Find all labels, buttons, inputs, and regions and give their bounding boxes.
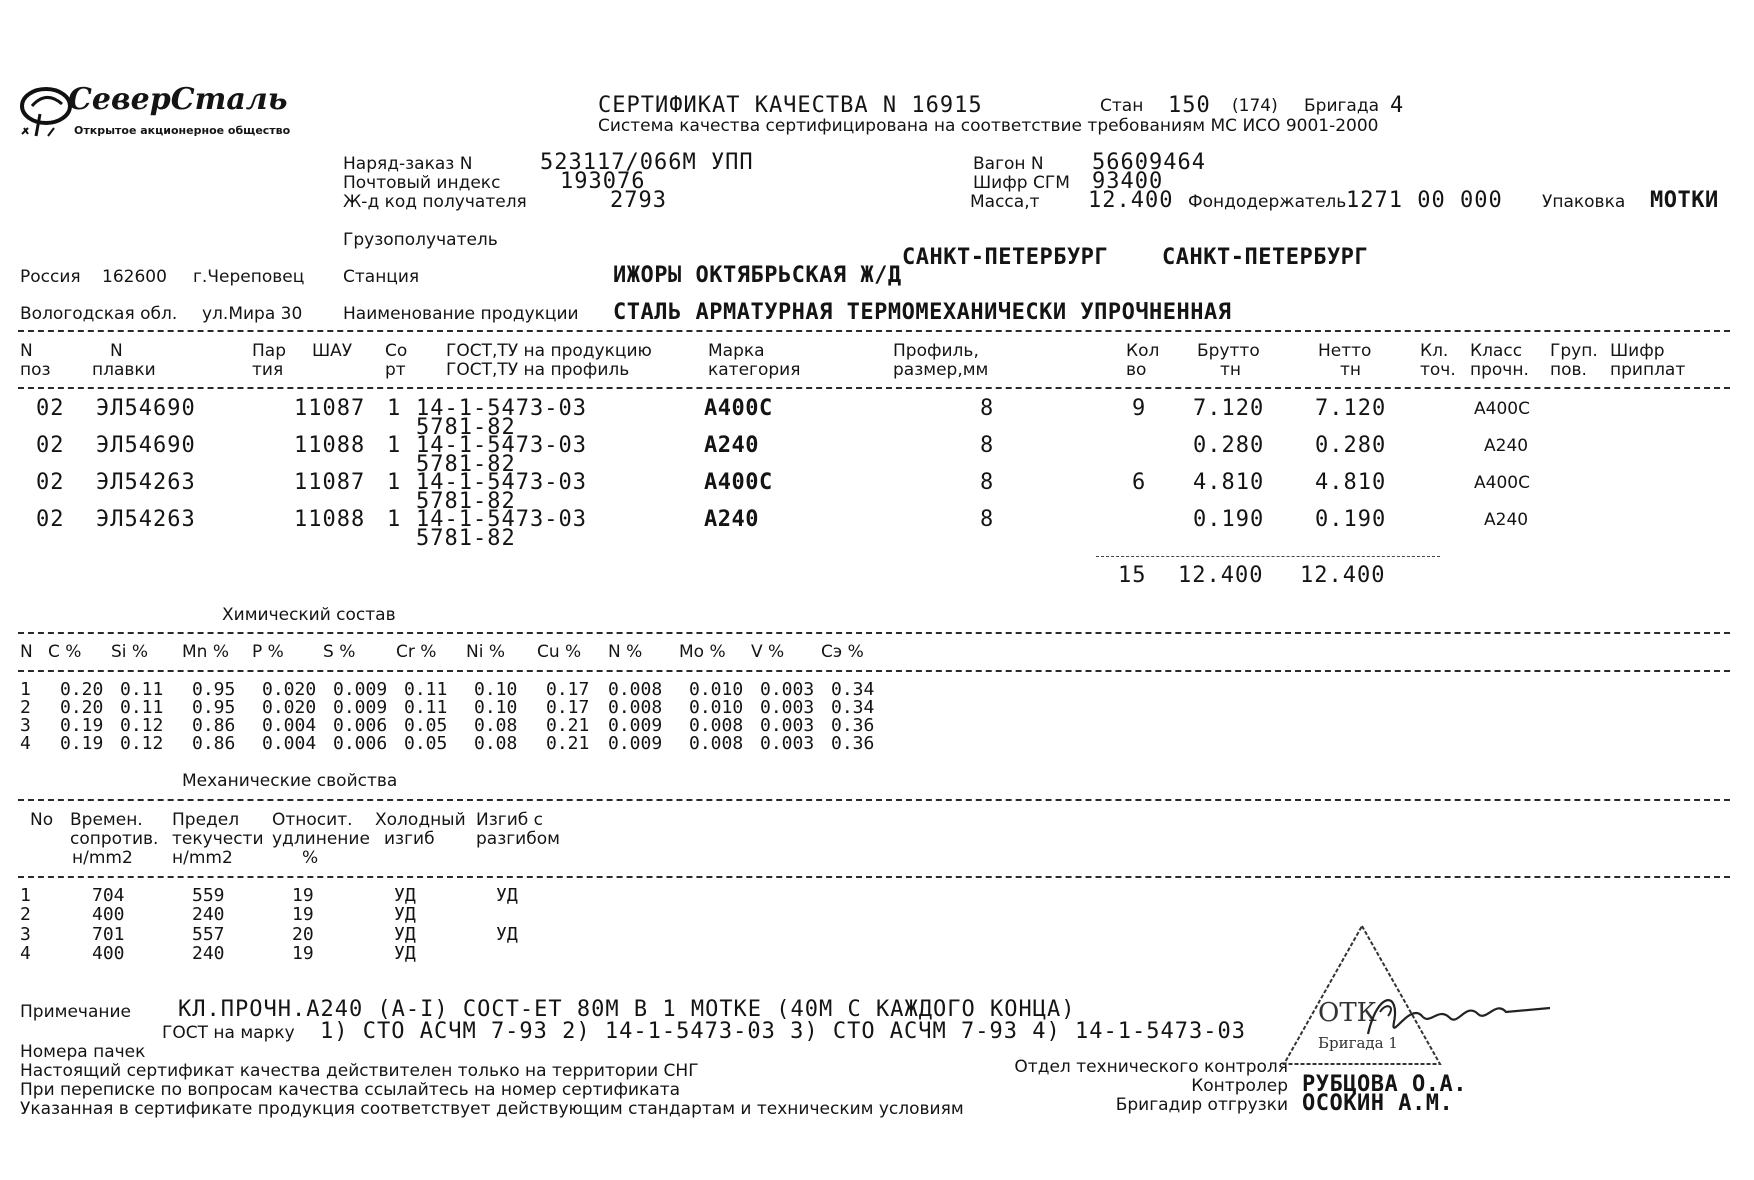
header-surcharge-code: Шифр [1610, 341, 1665, 361]
mech-cell-cold-bend: УД [394, 885, 416, 906]
cell-gross: 0.280 [1193, 433, 1265, 458]
mech-cell-no: 3 [20, 924, 31, 945]
handwritten-signature-icon [1360, 982, 1560, 1052]
chem-cell: 0.11 [120, 679, 164, 700]
cell-net: 7.120 [1315, 396, 1387, 421]
company-logo [18, 84, 298, 142]
header-batch: Пар [252, 341, 286, 361]
chem-cell: 0.020 [262, 697, 317, 718]
mech-header-yield-3: н/mm2 [172, 848, 233, 868]
total-net: 12.400 [1300, 563, 1386, 588]
header-mark-sub: категория [708, 360, 801, 380]
stamp-subtext: Бригада 1 [1318, 1034, 1398, 1052]
cell-pos: 02 [36, 396, 65, 421]
chem-cell: 0.19 [60, 715, 104, 736]
cell-net: 4.810 [1315, 470, 1387, 495]
header-qty: Кол [1126, 341, 1160, 361]
chem-header-s: S % [323, 642, 356, 662]
cell-gross: 4.810 [1193, 470, 1265, 495]
header-gross: Брутто [1197, 341, 1260, 361]
cell-gross: 7.120 [1193, 396, 1265, 421]
chem-cell: 0.20 [60, 697, 104, 718]
divider [18, 876, 1730, 878]
chem-header-n: N [20, 642, 33, 662]
chem-header-v: V % [751, 642, 785, 662]
cell-gross: 0.190 [1193, 507, 1265, 532]
packing-value: МОТКИ [1650, 188, 1719, 213]
header-melt-sub: плавки [92, 360, 156, 380]
chem-header-cu: Cu % [537, 642, 582, 662]
chem-cell: 0.12 [120, 715, 164, 736]
cell-mark: А240 [704, 433, 759, 458]
divider [18, 330, 1730, 332]
chem-cell: 0.010 [689, 679, 744, 700]
divider [18, 632, 1730, 634]
brigade-value: 4 [1390, 93, 1405, 118]
product-label: Наименование продукции [343, 304, 579, 324]
brigade-label: Бригада [1304, 96, 1380, 116]
mech-cell-yield: 240 [192, 943, 225, 964]
chem-cell: 0.95 [192, 697, 236, 718]
chem-cell: 0.17 [546, 697, 590, 718]
chem-cell: 3 [20, 715, 31, 736]
cell-qty: 6 [1132, 470, 1147, 495]
mass-label: Масса,т [970, 192, 1040, 212]
header-group-sub: пов. [1550, 360, 1587, 380]
cell-batch: 11087 [294, 396, 366, 421]
chem-cell: 0.11 [404, 697, 448, 718]
chem-cell: 1 [20, 679, 31, 700]
mech-cell-no: 2 [20, 904, 31, 925]
mech-cell-bend-unbend: УД [496, 924, 518, 945]
mech-cell-tensile: 704 [92, 885, 125, 906]
chem-cell: 0.003 [760, 733, 815, 754]
mech-cell-tensile: 400 [92, 904, 125, 925]
cell-mark: А400С [704, 396, 773, 421]
chem-cell: 0.009 [333, 679, 388, 700]
chem-cell: 0.008 [689, 733, 744, 754]
sgm-label: Шифр СГМ [973, 173, 1070, 193]
chem-cell: 4 [20, 733, 31, 754]
company-name: СеверСталь [68, 82, 288, 117]
header-grade: Со [385, 341, 408, 361]
cell-melt: ЭЛ54690 [96, 396, 196, 421]
cell-class: А400С [1474, 399, 1530, 419]
chem-cell: 0.008 [689, 715, 744, 736]
mech-cell-yield: 240 [192, 904, 225, 925]
cell-pos: 02 [36, 433, 65, 458]
foreman-label: Бригадир отгрузки [1115, 1095, 1288, 1115]
divider [18, 387, 1730, 389]
product-value: СТАЛЬ АРМАТУРНАЯ ТЕРМОМЕХАНИЧЕСКИ УПРОЧНЕННАЯ [613, 300, 1232, 325]
mech-header-elongation-3: % [302, 848, 319, 868]
chem-header-p: P % [252, 642, 284, 662]
cell-batch: 11088 [294, 433, 366, 458]
cell-grade: 1 [387, 507, 402, 532]
mech-header-cold-bend-2: изгиб [384, 829, 435, 849]
certificate-title: СЕРТИФИКАТ КАЧЕСТВА N 16915 [598, 93, 983, 118]
header-profile: Профиль, [893, 341, 979, 361]
header-accuracy-sub: точ. [1420, 360, 1456, 380]
chem-cell: 0.009 [333, 697, 388, 718]
header-mark: Марка [708, 341, 765, 361]
header-melt: N [110, 341, 123, 361]
station-value: ИЖОРЫ ОКТЯБРЬСКАЯ Ж/Д [613, 263, 902, 288]
mech-cell-no: 4 [20, 943, 31, 964]
header-net-sub: тн [1340, 360, 1362, 380]
chem-cell: 0.010 [689, 697, 744, 718]
chem-cell: 2 [20, 697, 31, 718]
chem-header-c: C % [48, 642, 82, 662]
cell-grade: 1 [387, 470, 402, 495]
chem-header-si: Si % [111, 642, 149, 662]
chem-cell: 0.20 [60, 679, 104, 700]
mech-header-tensile-3: н/mm2 [72, 848, 133, 868]
chem-cell: 0.21 [546, 733, 590, 754]
cell-net: 0.280 [1315, 433, 1387, 458]
mech-cell-yield: 559 [192, 885, 225, 906]
address-street: ул.Мира 30 [202, 304, 303, 324]
chem-header-cr: Cr % [396, 642, 437, 662]
company-subtitle: Открытое акционерное общество [74, 124, 291, 137]
divider [18, 799, 1730, 801]
header-gost: ГОСТ,ТУ на продукцию [446, 341, 652, 361]
mech-cell-tensile: 701 [92, 924, 125, 945]
chem-cell: 0.21 [546, 715, 590, 736]
wagon-value: 56609464 [1092, 150, 1206, 175]
address-zip: 162600 [102, 267, 167, 287]
cell-batch: 11087 [294, 470, 366, 495]
chem-cell: 0.003 [760, 679, 815, 700]
chem-cell: 0.10 [474, 697, 518, 718]
header-shau: ШАУ [312, 341, 353, 361]
header-profile-sub: размер,мм [893, 360, 989, 380]
conformity-note: Указанная в сертификате продукция соответствует действующим стандартам и техническим условиям [20, 1099, 964, 1119]
chem-cell: 0.05 [404, 715, 448, 736]
header-pos-sub: поз [20, 360, 51, 380]
pack-numbers-label: Номера пачек [20, 1042, 146, 1062]
cell-size: 8 [980, 507, 995, 532]
order-value: 523117/066М УПП [540, 150, 754, 175]
chem-cell: 0.11 [120, 697, 164, 718]
controller-name: РУБЦОВА О.А. [1302, 1072, 1467, 1097]
chem-header-ni: Ni % [466, 642, 505, 662]
chem-cell: 0.95 [192, 679, 236, 700]
mech-cell-tensile: 400 [92, 943, 125, 964]
foreman-name: ОСОКИН А.М. [1302, 1091, 1454, 1116]
stamp-text: ОТК [1318, 998, 1377, 1028]
fund-holder-label: Фондодержатель [1188, 192, 1347, 212]
consignee-city-2: САНКТ-ПЕТЕРБУРГ [1162, 245, 1369, 270]
chem-cell: 0.009 [608, 715, 663, 736]
stan-alt: (174) [1232, 96, 1278, 116]
chem-cell: 0.10 [474, 679, 518, 700]
chem-cell: 0.34 [831, 697, 875, 718]
cell-class: А240 [1484, 510, 1529, 530]
chem-cell: 0.008 [608, 697, 663, 718]
mech-header-yield-2: текучести [172, 829, 264, 849]
cell-profile-gost: 5781-82 [416, 489, 516, 514]
mech-cell-elongation: 20 [292, 924, 314, 945]
chem-cell: 0.009 [608, 733, 663, 754]
header-class-sub: прочн. [1470, 360, 1529, 380]
mech-header-cold-bend: Холодный [375, 810, 466, 830]
chem-cell: 0.17 [546, 679, 590, 700]
cell-size: 8 [980, 433, 995, 458]
header-pos: N [20, 341, 33, 361]
header-net: Нетто [1318, 341, 1372, 361]
cell-mark: А400С [704, 470, 773, 495]
chem-cell: 0.08 [474, 733, 518, 754]
mech-header-bend-unbend-2: разгибом [476, 829, 560, 849]
cell-batch: 11088 [294, 507, 366, 532]
mechanical-title: Механические свойства [182, 771, 398, 791]
chem-cell: 0.34 [831, 679, 875, 700]
cell-profile-gost: 5781-82 [416, 415, 516, 440]
chem-cell: 0.006 [333, 715, 388, 736]
mech-header-yield: Предел [172, 810, 240, 830]
chem-header-mn: Mn % [182, 642, 229, 662]
chem-cell: 0.020 [262, 679, 317, 700]
cell-profile-gost: 5781-82 [416, 526, 516, 551]
mech-header-tensile: Времен. [70, 810, 143, 830]
address-country: Россия [20, 267, 81, 287]
address-region: Вологодская обл. [20, 304, 178, 324]
wagon-label: Вагон N [973, 154, 1044, 174]
chem-cell: 0.003 [760, 697, 815, 718]
header-gross-sub: тн [1220, 360, 1242, 380]
total-gross: 12.400 [1178, 563, 1264, 588]
cell-net: 0.190 [1315, 507, 1387, 532]
chem-cell: 0.004 [262, 733, 317, 754]
rail-code-value: 2793 [610, 188, 667, 213]
cell-melt: ЭЛ54263 [96, 470, 196, 495]
fund-holder-value: 1271 00 000 [1346, 188, 1503, 213]
chem-cell: 0.004 [262, 715, 317, 736]
note-value: КЛ.ПРОЧН.А240 (А-I) СОСТ-ЕТ 80М В 1 МОТКЕ (40М С КАЖДОГО КОНЦА) [178, 997, 1076, 1022]
totals-divider [1096, 556, 1440, 557]
chem-cell: 0.003 [760, 715, 815, 736]
mech-cell-elongation: 19 [292, 885, 314, 906]
mech-cell-cold-bend: УД [394, 924, 416, 945]
chem-cell: 0.36 [831, 715, 875, 736]
chem-header-n2: N % [608, 642, 643, 662]
address-city: г.Череповец [193, 267, 305, 287]
station-label: Станция [343, 267, 420, 287]
cell-profile-gost: 5781-82 [416, 452, 516, 477]
mass-value: 12.400 [1088, 188, 1174, 213]
cell-gost: 14-1-5473-03 [416, 470, 587, 495]
mech-cell-cold-bend: УД [394, 904, 416, 925]
mech-cell-bend-unbend: УД [496, 885, 518, 906]
header-class: Класс [1470, 341, 1523, 361]
cell-pos: 02 [36, 507, 65, 532]
postal-label: Почтовый индекс [343, 173, 501, 193]
chem-cell: 0.05 [404, 733, 448, 754]
qc-department: Отдел технического контроля [1014, 1057, 1288, 1077]
cell-melt: ЭЛ54263 [96, 507, 196, 532]
header-qty-sub: во [1126, 360, 1147, 380]
rail-code-label: Ж-д код получателя [343, 192, 527, 212]
cell-size: 8 [980, 470, 995, 495]
stan-label: Стан [1100, 96, 1144, 116]
cell-qty: 9 [1132, 396, 1147, 421]
cell-gost: 14-1-5473-03 [416, 507, 587, 532]
chem-cell: 0.86 [192, 733, 236, 754]
cell-class: А240 [1484, 436, 1529, 456]
header-gost-sub: ГОСТ,ТУ на профиль [446, 360, 630, 380]
header-group: Груп. [1550, 341, 1598, 361]
validity-note: Настоящий сертификат качества действителен только на территории СНГ [20, 1061, 699, 1081]
cell-grade: 1 [387, 396, 402, 421]
chem-cell: 0.008 [608, 679, 663, 700]
gost-brand-value: 1) СТО АСЧМ 7-93 2) 14-1-5473-03 3) СТО АСЧМ 7-93 4) 14-1-5473-03 [320, 1019, 1246, 1044]
mech-cell-elongation: 19 [292, 943, 314, 964]
cell-class: А400С [1474, 473, 1530, 493]
header-accuracy: Кл. [1420, 341, 1449, 361]
cell-pos: 02 [36, 470, 65, 495]
mech-header-no: No [30, 810, 54, 830]
chem-header-mo: Mo % [679, 642, 726, 662]
header-batch-sub: тия [252, 360, 284, 380]
mech-cell-elongation: 19 [292, 904, 314, 925]
sgm-value: 93400 [1092, 169, 1164, 194]
chem-cell: 0.19 [60, 733, 104, 754]
correspondence-note: При переписке по вопросам качества ссылайтесь на номер сертификата [20, 1080, 681, 1100]
cell-mark: А240 [704, 507, 759, 532]
chem-cell: 0.12 [120, 733, 164, 754]
header-surcharge-code-sub: приплат [1610, 360, 1686, 380]
mech-header-tensile-2: сопротив. [70, 829, 159, 849]
mech-cell-no: 1 [20, 885, 31, 906]
mech-cell-cold-bend: УД [394, 943, 416, 964]
cell-gost: 14-1-5473-03 [416, 396, 587, 421]
divider [18, 670, 1730, 672]
mech-header-bend-unbend: Изгиб с [476, 810, 543, 830]
postal-value: 193076 [560, 169, 646, 194]
gost-brand-label: ГОСТ на марку [162, 1023, 295, 1043]
mech-cell-yield: 557 [192, 924, 225, 945]
consignee-city-1: САНКТ-ПЕТЕРБУРГ [902, 245, 1109, 270]
quality-system: Система качества сертифицирована на соответствие требованиям МС ИСО 9001-2000 [598, 116, 1379, 136]
controller-label: Контролер [1191, 1076, 1288, 1096]
chem-cell: 0.006 [333, 733, 388, 754]
chem-cell: 0.08 [474, 715, 518, 736]
mech-header-elongation-2: удлинение [272, 829, 370, 849]
consignee-label: Грузополучатель [343, 230, 498, 250]
cell-melt: ЭЛ54690 [96, 433, 196, 458]
cell-size: 8 [980, 396, 995, 421]
total-qty: 15 [1118, 563, 1147, 588]
cell-gost: 14-1-5473-03 [416, 433, 587, 458]
cell-grade: 1 [387, 433, 402, 458]
chemistry-title: Химический состав [222, 605, 396, 625]
note-label: Примечание [20, 1002, 131, 1022]
mech-header-elongation: Относит. [272, 810, 353, 830]
chem-header-ce: Cэ % [821, 642, 864, 662]
stan-value: 150 [1168, 93, 1211, 118]
chem-cell: 0.11 [404, 679, 448, 700]
packing-label: Упаковка [1542, 192, 1626, 212]
header-grade-sub: рт [385, 360, 406, 380]
order-label: Наряд-заказ N [343, 154, 473, 174]
chem-cell: 0.86 [192, 715, 236, 736]
chem-cell: 0.36 [831, 733, 875, 754]
